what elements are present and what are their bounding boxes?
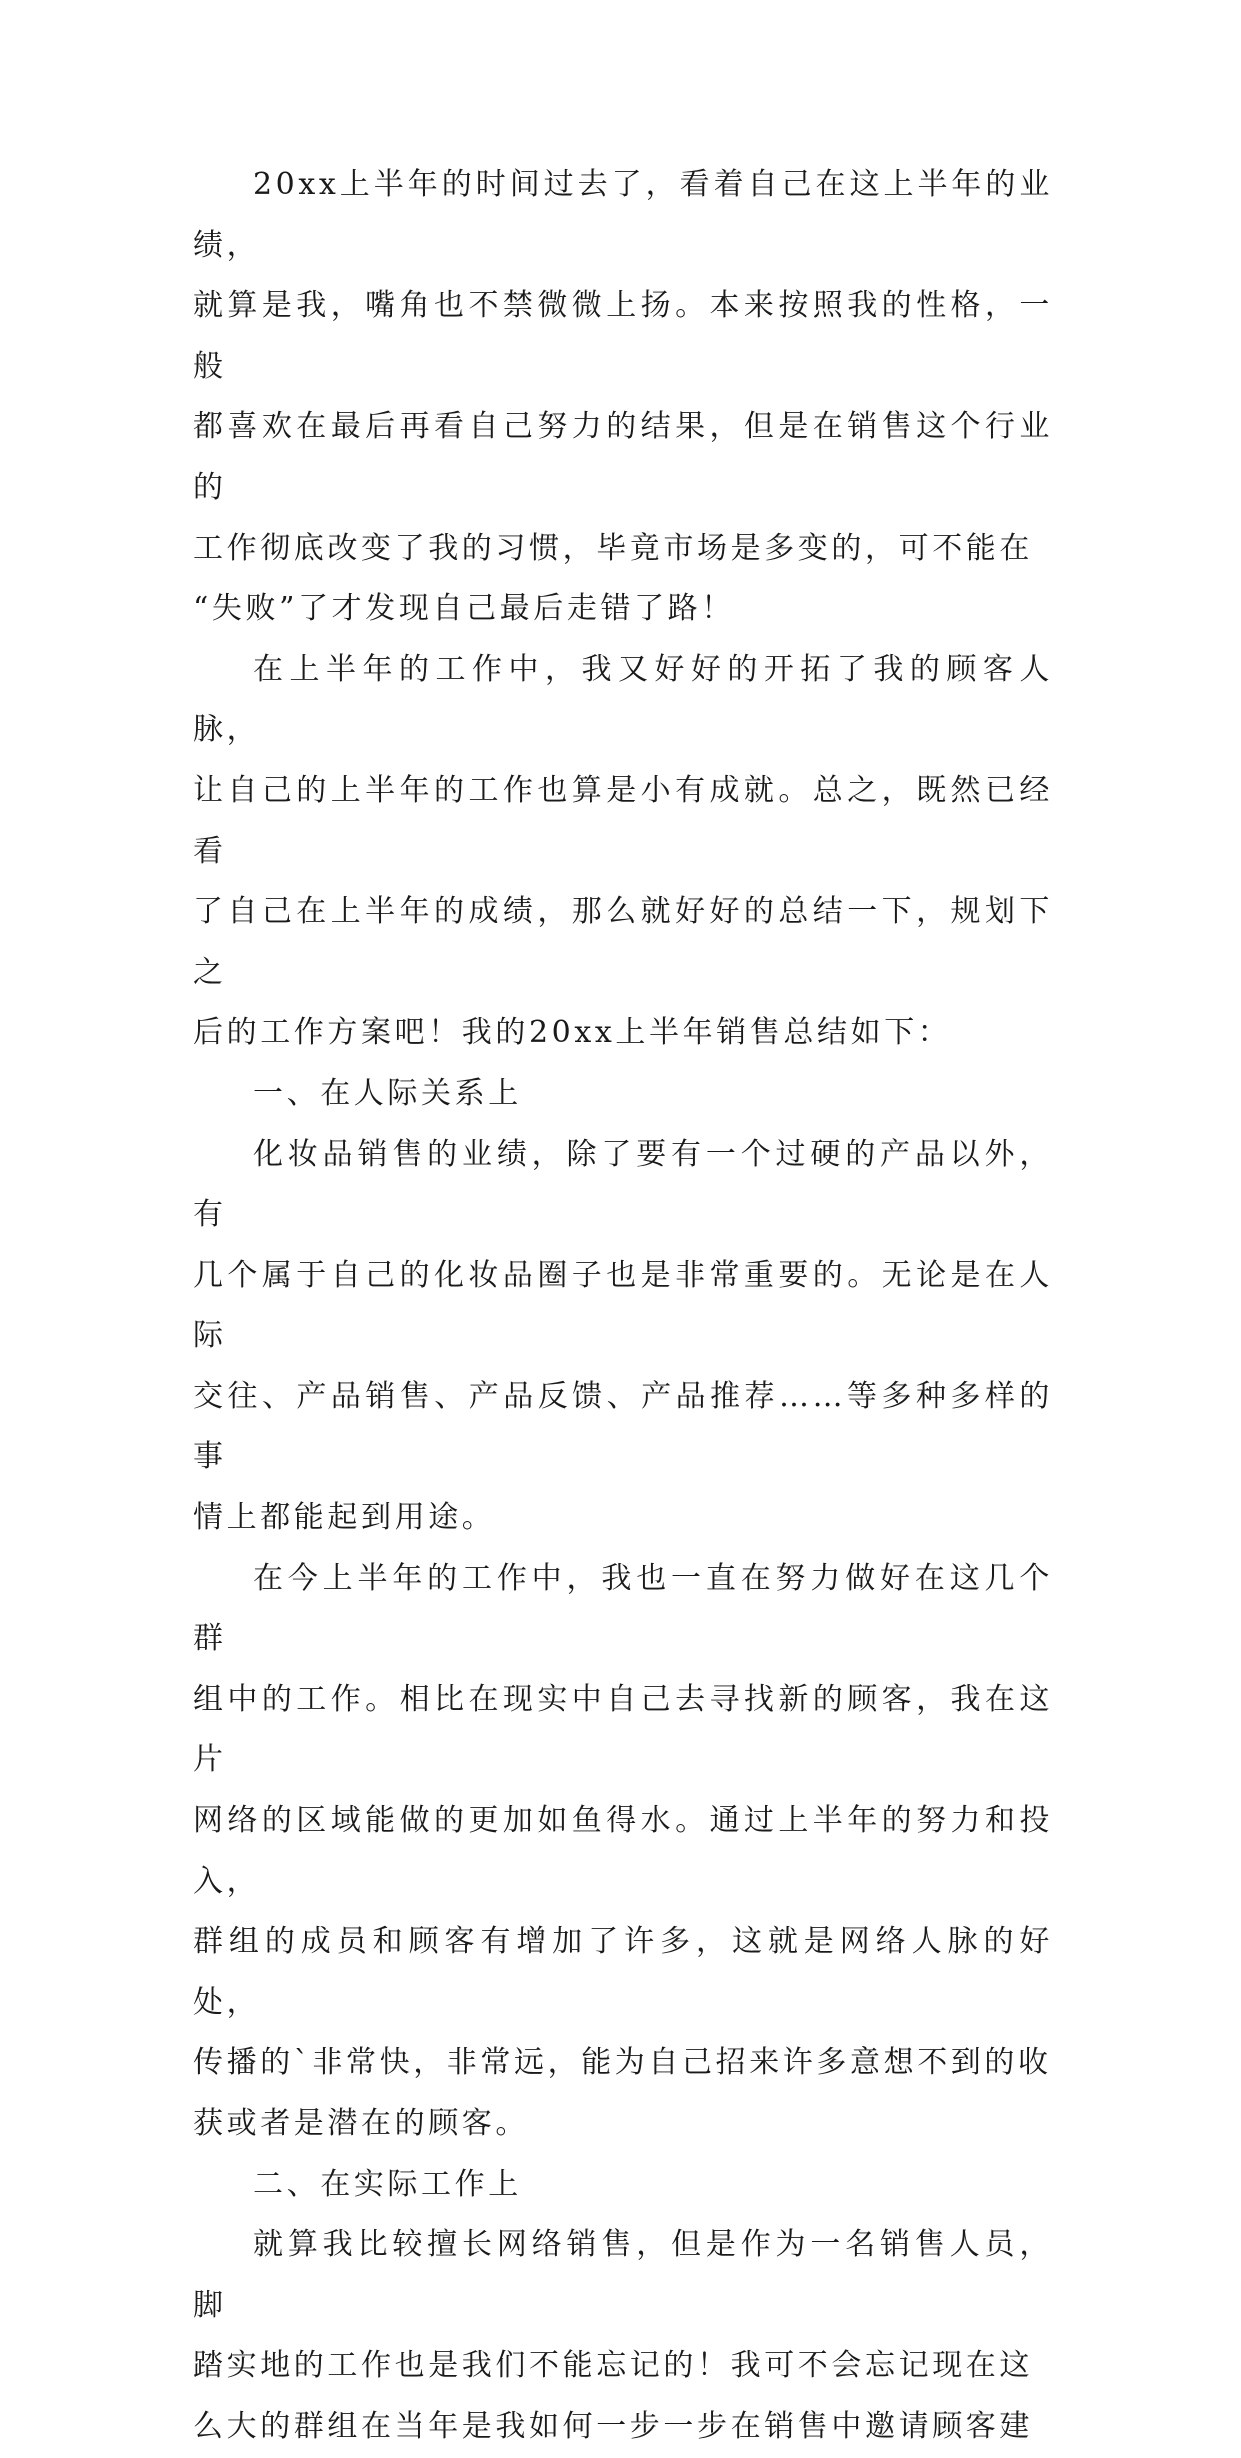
section-heading-practical-work: 二、在实际工作上 [253,2166,522,2202]
paragraph-group-work: 在今上半年的工作中，我也一直在努力做好在这几个群 组中的工作。相比在现实中自己去寻找新的顾客，我在这片 网络的区域能做的更加如鱼得水。通过上半年的努力和投入， 群组的成员和顾客有增加了许多，这就是网络人脉的好处， 传播的`非常快，非常远，能为自己招来许多意想不到的收 获或者是潜在的顾客。 [193,1560,1053,2141]
paragraph-intro: 20xx上半年的时间过去了，看着自己在这上半年的业绩， 就算是我，嘴角也不禁微微上扬。本来按照我的性格，一般 都喜欢在最后再看自己努力的结果，但是在销售这个行业的 工作彻底改变了我的习惯，毕竟市场是多变的，可不能在 “失败”了才发现自己最后走错了路！ [193,167,1053,627]
paragraph-cosmetics-circle: 化妆品销售的业绩，除了要有一个过硬的产品以外，有 几个属于自己的化妆品圈子也是非常重要的。无论是在人际 交往、产品销售、产品反馈、产品推荐……等多种多样的事 情上都能起到用途。 [193,1136,1053,1536]
paragraph-summary-intro: 在上半年的工作中，我又好好的开拓了我的顾客人脉， 让自己的上半年的工作也算是小有成就。总之，既然已经看 了自己在上半年的成绩，那么就好好的总结一下，规划下之 后的工作方案吧！我的20xx上半年销售总结如下： [193,651,1053,1051]
section-heading-interpersonal: 一、在人际关系上 [253,1075,522,1111]
document-body [193,155,1053,2458]
paragraph-practical-work: 就算我比较擅长网络销售，但是作为一名销售人员，脚 踏实地的工作也是我们不能忘记的！我可不会忘记现在这 么大的群组在当年是我如何一步一步在销售中邀请顾客建 [193,2227,1053,2444]
